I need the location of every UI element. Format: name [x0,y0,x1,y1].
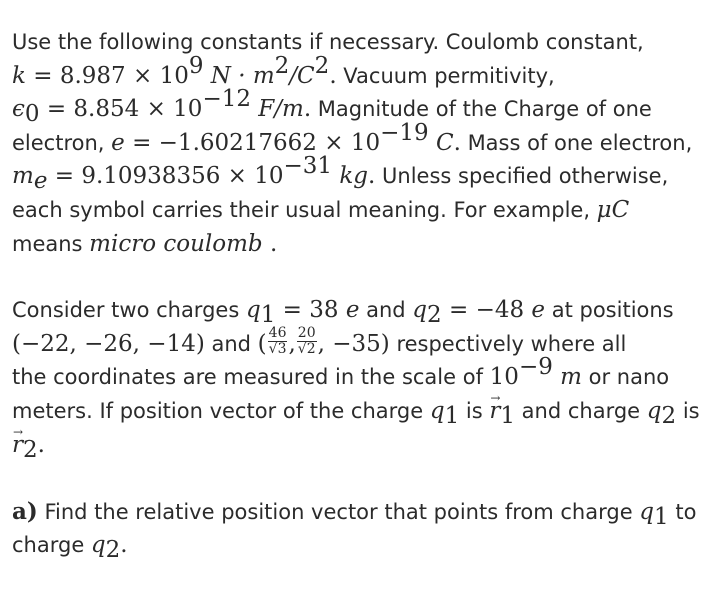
charge-unit: e [345,297,360,324]
problem-line-4 [12,395,702,429]
charge-subscript: 2 [105,536,121,563]
electron-charge-value: = −1.60217662 × 10 [124,129,381,156]
constants-line-6 [12,194,702,228]
electron-charge-unit: C [428,129,454,156]
charge-subscript: 2 [661,403,677,430]
charge-q1-symbol: q [639,499,655,526]
problem-line-1 [12,294,702,328]
micro-coulomb-words: micro coulomb [89,230,263,257]
question-line-1 [12,495,702,529]
position-vector-r1: → r [489,395,500,429]
charge-q2-symbol: q [90,531,106,558]
electron-mass-subscript: e [33,168,48,195]
problem-line-2 [12,325,702,362]
electron-mass-exponent: −31 [283,153,333,180]
position-q2-rest: −35) [324,330,390,357]
fraction-denominator: √2 [297,341,316,358]
period: . [453,129,461,156]
charge-q2-symbol: q [646,397,662,424]
problem-paragraph [12,294,702,462]
charge-unit: e [531,297,546,324]
period: . [329,62,337,89]
fraction-numerator: 46 [268,325,287,342]
charge-q1-value: = 38 [275,297,346,324]
charge-subscript: 2 [427,302,442,329]
unit-exponent: 2 [314,52,330,79]
electron-mass-unit: kg [332,163,369,190]
period: . [262,230,278,257]
coulomb-exponent: 9 [188,52,204,79]
coulomb-unit: N · m [203,62,275,89]
coulomb-value: = 8.987 × 10 [25,62,189,89]
question-line-2 [12,529,702,563]
fraction-numerator: 20 [297,325,316,342]
constants-text: means [12,231,90,256]
problem-text: is [676,398,700,423]
permittivity-exponent: −12 [202,86,251,113]
question-text: charge [12,532,91,557]
constants-text: Use the following constants if necessary. Coulomb constant, [12,30,644,54]
electron-mass-symbol: m [12,163,34,190]
scale-base: 10 [489,364,519,391]
problem-text: and charge [514,398,647,423]
constants-text: Magnitude of the Charge of one [311,97,652,122]
comma: , [317,330,325,357]
position-q2-open: ( [257,330,267,357]
permittivity-value: = 8.854 × 10 [39,96,203,123]
question-text: Find the relative position vector that points from charge [37,500,640,525]
problem-text: and [359,298,413,323]
position-q1: (−22, −26, −14) [12,330,205,357]
charge-subscript: 1 [444,403,460,430]
problem-text: at positions [545,298,674,323]
problem-text: respectively where all [389,331,627,356]
question-paragraph [12,495,702,562]
comma: , [288,330,296,357]
problem-line-5 [12,429,702,463]
vector-subscript: 2 [23,436,38,463]
position-vector-r2: → r [12,429,23,463]
period: . [368,163,376,190]
micro-coulomb-symbol: μC [596,196,630,223]
problem-text: and [204,331,258,356]
constants-line-2 [12,52,702,94]
charge-q1-symbol: q [245,297,261,324]
fraction-denominator: √3 [268,341,287,358]
scale-exponent: −9 [518,354,553,381]
period: . [37,431,45,458]
constants-text: each symbol carries their usual meaning. For example, [12,197,597,222]
scale-unit: m [552,364,582,391]
coulomb-symbol: k [12,62,26,89]
problem-text: the coordinates are measured in the scale of [12,365,490,390]
charge-q2-value: = −48 [441,297,532,324]
electron-mass-value: = 9.10938356 × 10 [47,163,284,190]
constants-line-3 [12,86,702,128]
constants-text: Vacuum permitivity, [336,63,555,88]
problem-text: meters. If position vector of the charge [12,398,430,423]
electron-charge-symbol: e [111,129,125,156]
constants-paragraph [12,26,702,261]
problem-text: Consider two charges [12,298,246,323]
problem-text: is [459,398,490,423]
fraction-x [268,326,288,357]
problem-line-3 [12,354,702,395]
constants-text: electron, [12,130,112,155]
problem-document [12,26,702,562]
unit-exponent: 2 [274,52,290,79]
period: . [303,96,312,123]
electron-charge-exponent: −19 [380,119,429,146]
permittivity-symbol: ϵ [12,96,25,123]
question-text: to [668,500,697,525]
constants-line-1 [12,26,702,60]
problem-text: or nano [581,365,670,390]
vector-subscript: 1 [500,403,515,430]
permittivity-subscript: 0 [24,101,40,128]
charge-q2-symbol: q [412,297,428,324]
constants-text: Unless specified otherwise, [375,164,669,189]
constants-line-7 [12,228,702,262]
fraction-y [297,326,317,357]
charge-subscript: 1 [654,504,669,531]
charge-q1-symbol: q [429,397,445,424]
coulomb-unit-denominator: /C [289,62,315,89]
charge-subscript: 1 [260,302,276,329]
constants-line-5 [12,153,702,195]
constants-text: Mass of one electron, [460,130,693,155]
permittivity-unit: F/m [250,96,304,123]
period: . [120,531,128,558]
constants-line-4 [12,119,702,161]
question-label: a) [12,498,38,526]
